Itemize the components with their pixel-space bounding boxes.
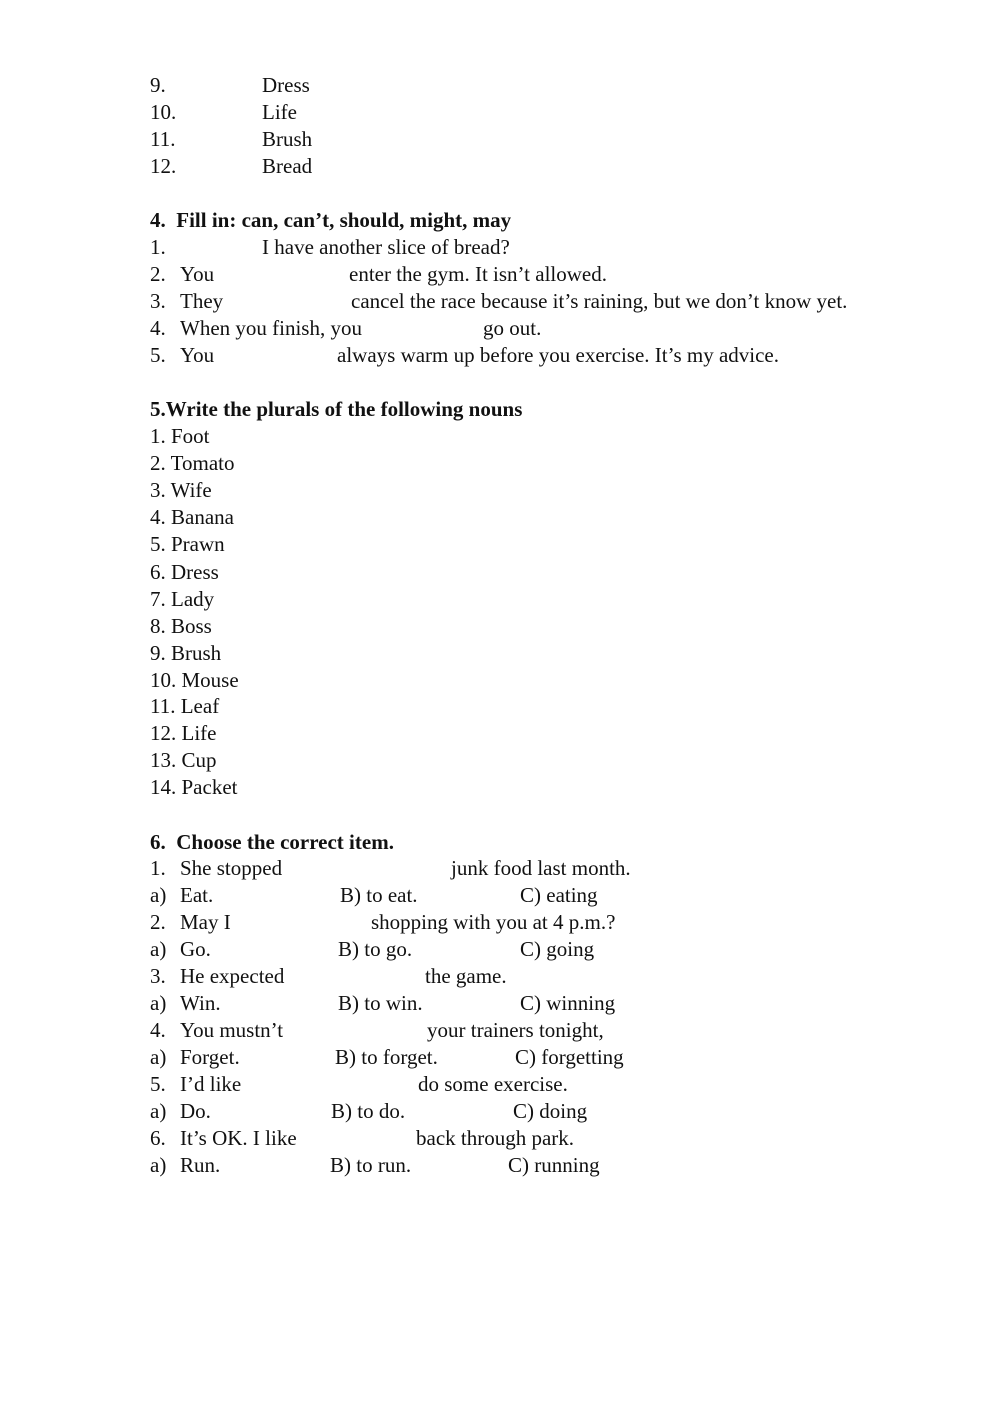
s6-q2-option-label: a) (150, 937, 167, 961)
s6-q1-option-c: C) eating (520, 883, 598, 907)
s4-item-5-num: 5. (150, 343, 166, 367)
s5-noun-6: 6. Dress (150, 560, 219, 584)
s6-q6-before: It’s OK. I like (180, 1126, 297, 1150)
s3-num-9: 9. (150, 73, 166, 97)
section6-heading: 6. Choose the correct item. (150, 830, 394, 854)
s6-q5-before: I’d like (180, 1072, 242, 1096)
s5-noun-5: 5. Prawn (150, 532, 225, 556)
s3-word-12: Bread (262, 154, 313, 178)
s4-item-4-num: 4. (150, 316, 166, 340)
s4-item-2-num: 2. (150, 262, 166, 286)
s4-item-3-before: They (180, 289, 224, 313)
s5-noun-14: 14. Packet (150, 775, 238, 799)
s6-q3-option-c: C) winning (520, 991, 616, 1015)
s3-num-10: 10. (150, 100, 177, 124)
section5-heading: 5.Write the plurals of the following nouns (150, 397, 523, 421)
s6-q1-option-a: Eat. (180, 883, 214, 907)
s6-q4-option-c: C) forgetting (515, 1045, 624, 1069)
s3-num-11: 11. (150, 127, 176, 151)
s3-word-10: Life (262, 100, 297, 124)
s6-q4-option-a: Forget. (180, 1045, 240, 1069)
s4-item-4-after: go out. (483, 316, 542, 340)
s4-item-1-after: I have another slice of bread? (262, 235, 510, 259)
s5-noun-7: 7. Lady (150, 587, 215, 611)
s6-q4-option-label: a) (150, 1045, 167, 1069)
s6-q3-before: He expected (180, 964, 285, 988)
s3-num-12: 12. (150, 154, 177, 178)
s6-q4-option-b: B) to forget. (335, 1045, 438, 1069)
s6-q5-after: do some exercise. (418, 1072, 568, 1096)
s6-q3-option-label: a) (150, 991, 167, 1015)
s6-q5-option-b: B) to do. (331, 1099, 406, 1123)
s6-q3-after: the game. (425, 964, 507, 988)
s4-item-3-after: cancel the race because it’s raining, but we don’t know yet. (351, 289, 848, 313)
s3-word-11: Brush (262, 127, 313, 151)
s4-item-2-after: enter the gym. It isn’t allowed. (349, 262, 607, 286)
s6-q3-num: 3. (150, 964, 166, 988)
s6-q6-option-a: Run. (180, 1153, 221, 1177)
s4-item-1-num: 1. (150, 235, 166, 259)
s6-q5-option-a: Do. (180, 1099, 211, 1123)
s6-q6-after: back through park. (416, 1126, 575, 1150)
s6-q2-option-c: C) going (520, 937, 595, 961)
section4-heading: 4. Fill in: can, can’t, should, might, may (150, 208, 512, 232)
s6-q2-after: shopping with you at 4 p.m.? (371, 910, 616, 934)
s6-q3-option-b: B) to win. (338, 991, 423, 1015)
s6-q1-before: She stopped (180, 856, 283, 880)
s6-q3-option-a: Win. (180, 991, 221, 1015)
s6-q6-option-b: B) to run. (330, 1153, 412, 1177)
s5-noun-11: 11. Leaf (150, 694, 220, 718)
s6-q6-option-c: C) running (508, 1153, 600, 1177)
s6-q2-option-b: B) to go. (338, 937, 413, 961)
s4-item-5-before: You (180, 343, 215, 367)
s6-q6-option-label: a) (150, 1153, 167, 1177)
s5-noun-8: 8. Boss (150, 614, 212, 638)
s6-q2-num: 2. (150, 910, 166, 934)
s6-q4-after: your trainers tonight, (427, 1018, 604, 1042)
s5-noun-12: 12. Life (150, 721, 217, 745)
s5-noun-13: 13. Cup (150, 748, 217, 772)
s4-item-5-after: always warm up before you exercise. It’s my advice. (337, 343, 780, 367)
s6-q1-option-b: B) to eat. (340, 883, 418, 907)
s5-noun-10: 10. Mouse (150, 668, 239, 692)
s6-q1-option-label: a) (150, 883, 167, 907)
s6-q2-before: May I (180, 910, 231, 934)
s5-noun-4: 4. Banana (150, 505, 234, 529)
s5-noun-2: 2. Tomato (150, 451, 235, 475)
s6-q1-after: junk food last month. (451, 856, 631, 880)
s6-q5-num: 5. (150, 1072, 166, 1096)
s5-noun-3: 3. Wife (150, 478, 212, 502)
s3-word-9: Dress (262, 73, 310, 97)
s6-q6-num: 6. (150, 1126, 166, 1150)
s6-q5-option-label: a) (150, 1099, 167, 1123)
s6-q1-num: 1. (150, 856, 166, 880)
s5-noun-1: 1. Foot (150, 424, 210, 448)
s6-q2-option-a: Go. (180, 937, 211, 961)
s5-noun-9: 9. Brush (150, 641, 222, 665)
s4-item-4-before: When you finish, you (180, 316, 362, 340)
s6-q4-before: You mustn’t (180, 1018, 284, 1042)
s6-q4-num: 4. (150, 1018, 166, 1042)
s6-q5-option-c: C) doing (513, 1099, 588, 1123)
s4-item-3-num: 3. (150, 289, 166, 313)
s4-item-2-before: You (180, 262, 215, 286)
